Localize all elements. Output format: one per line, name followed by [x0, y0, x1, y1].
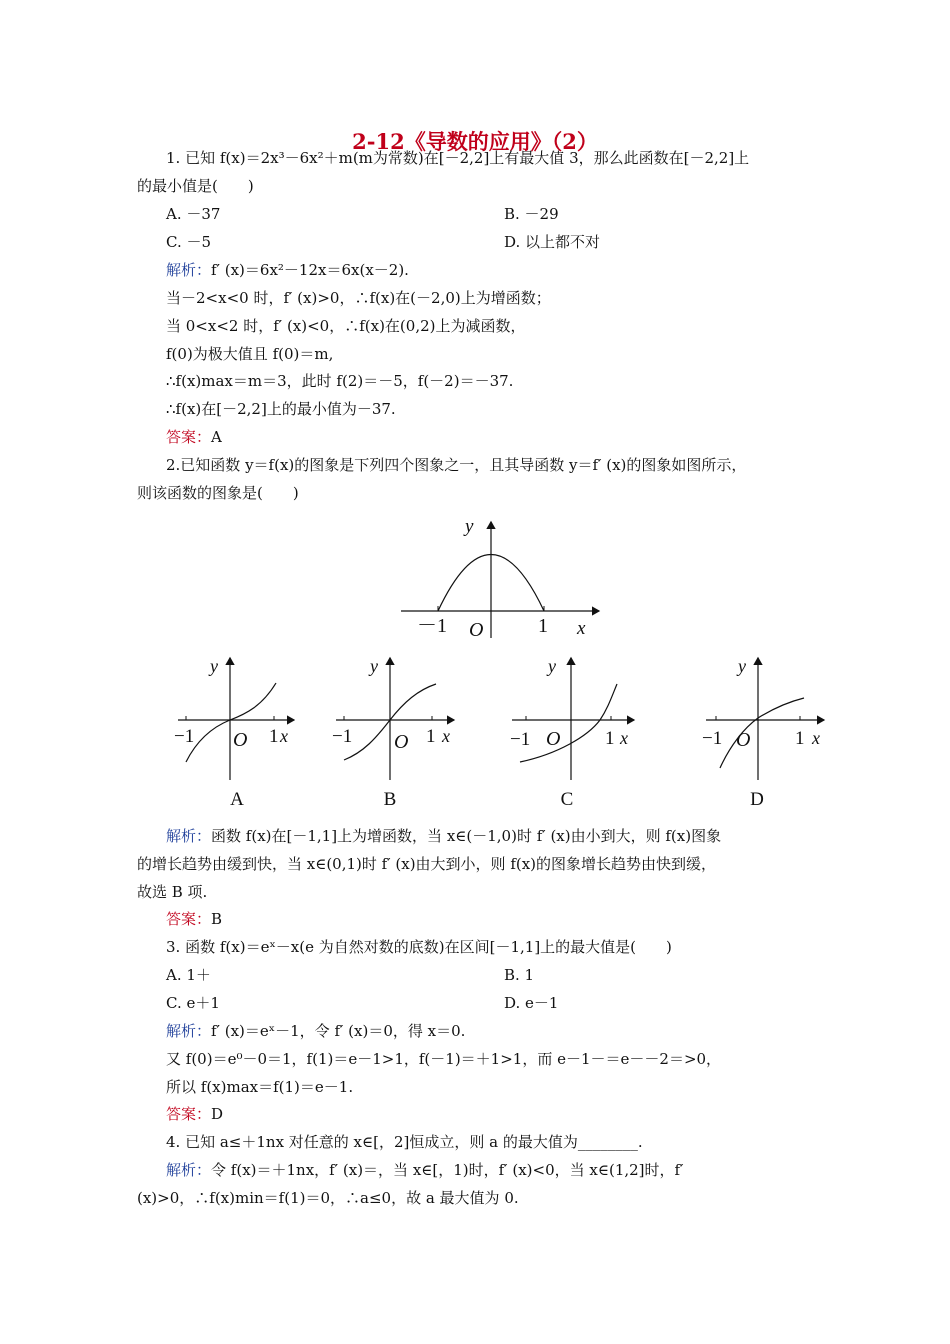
q1-option-d: D. 以上都不对: [504, 233, 601, 251]
svg-text:1: 1: [605, 728, 615, 749]
q1-analysis-text1: f′ (x)＝6x²－12x＝6x(x－2).: [211, 261, 409, 279]
svg-text:−1: −1: [174, 726, 195, 747]
origin-label: O: [469, 619, 484, 641]
q2-analysis-text1: 函数 f(x)在[－1,1]上为增函数，当 x∈(－1,0)时 f′ (x)由小到大，则 f(x)图象: [211, 827, 722, 845]
option-graph-a: [170, 650, 295, 780]
svg-text:−1: −1: [332, 726, 353, 747]
svg-text:x: x: [442, 726, 450, 746]
svg-text:y: y: [548, 656, 556, 676]
svg-text:−1: −1: [510, 729, 531, 750]
svg-text:x: x: [812, 728, 820, 748]
q3-answer-label: 答案：: [166, 1105, 212, 1123]
q1-option-b: B. －29: [504, 205, 559, 223]
svg-text:O: O: [394, 731, 409, 753]
q1-stem-line1: 1. 已知 f(x)＝2x³－6x²＋m(m为常数)在[－2,2]上有最大值 3，那么此函数在[－2,2]上: [166, 149, 750, 167]
svg-text:O: O: [736, 729, 751, 751]
q2-answer: B: [211, 910, 223, 928]
q3-answer-line: [166, 1104, 223, 1124]
q4-stem: 4. 已知 a≤＋1nx 对任意的 x∈[，2]恒成立，则 a 的最大值为________.: [166, 1133, 643, 1151]
q3-option-d: D. e－1: [504, 994, 559, 1012]
q3-option-c: C. e＋1: [166, 994, 220, 1012]
q2-answer-line: [166, 909, 222, 929]
svg-text:y: y: [370, 656, 378, 676]
svg-text:1: 1: [795, 728, 805, 749]
q3-analysis-line2: 又 f(0)＝e⁰－0＝1，f(1)＝e－1>1，f(－1)＝＋1>1，而 e－1－＝e－－2＝>0，: [166, 1050, 722, 1068]
q3-analysis-line1: [166, 1021, 465, 1041]
option-graph-d: [700, 650, 830, 780]
tick-label-1: 1: [538, 615, 548, 637]
curve-c: [520, 684, 617, 762]
svg-text:−1: −1: [702, 728, 723, 749]
q3-option-a: A. 1＋: [166, 966, 211, 984]
q3-analysis-line3: 所以 f(x)max＝f(1)＝e－1.: [166, 1078, 354, 1096]
derivative-graph: [395, 510, 610, 642]
option-label-a: A: [230, 789, 244, 810]
q4-analysis-line2: (x)>0，∴f(x)min＝f(1)＝0，∴a≤0，故 a 最大值为 0.: [137, 1189, 519, 1207]
svg-text:y: y: [738, 656, 746, 676]
q1-option-a: A. －37: [166, 205, 221, 223]
tick-label-neg1: －1: [417, 615, 447, 637]
q2-answer-label: 答案：: [166, 910, 212, 928]
q1-analysis-line2: 当－2<x<0 时，f′ (x)>0，∴f(x)在(－2,0)上为增函数；: [166, 289, 551, 307]
q1-analysis-line3: 当 0<x<2 时，f′ (x)<0，∴f(x)在(0,2)上为减函数，: [166, 317, 526, 335]
q4-analysis-label: 解析：: [166, 1161, 212, 1179]
q2-analysis-line3: 故选 B 项.: [137, 883, 208, 901]
q2-analysis-label: 解析：: [166, 827, 212, 845]
q2-stem-line2: 则该函数的图象是( ): [137, 484, 299, 502]
option-label-c: C: [560, 789, 574, 810]
q1-stem-line2: 的最小值是( ): [137, 177, 254, 195]
q2-stem-line1: 2.已知函数 y＝f(x)的图象是下列四个图象之一，且其导函数 y＝f′ (x)的图象如图所示，: [166, 456, 747, 474]
svg-text:x: x: [620, 728, 628, 748]
option-label-b: B: [383, 789, 397, 810]
x-axis-label: x: [577, 618, 586, 639]
option-label-d: D: [750, 789, 764, 810]
svg-text:x: x: [280, 726, 288, 746]
q1-answer-line: [166, 427, 222, 447]
q1-analysis-line6: ∴f(x)在[－2,2]上的最小值为－37.: [166, 400, 396, 418]
q3-option-b: B. 1: [504, 966, 535, 984]
q2-analysis-line2: 的增长趋势由缓到快，当 x∈(0,1)时 f′ (x)由大到小，则 f(x)的图象增长趋势由快到缓，: [137, 855, 717, 873]
svg-text:y: y: [210, 656, 218, 676]
option-graph-c: [508, 650, 638, 780]
q1-answer-label: 答案：: [166, 428, 212, 446]
q4-analysis-line1: [166, 1160, 683, 1180]
q1-option-c: C. －5: [166, 233, 212, 251]
svg-text:1: 1: [269, 726, 279, 747]
q3-stem: 3. 函数 f(x)＝eˣ－x(e 为自然对数的底数)在区间[－1,1]上的最大值是( ): [166, 938, 672, 956]
q2-analysis-line1: [166, 826, 721, 846]
q1-answer: A: [211, 428, 222, 446]
svg-text:O: O: [546, 728, 561, 750]
q1-analysis-line5: ∴f(x)max＝m＝3，此时 f(2)＝－5，f(－2)＝－37.: [166, 372, 514, 390]
y-axis-label: y: [465, 516, 474, 537]
page-title: 2-12《导数的应用》（2）: [352, 129, 598, 154]
q3-analysis-label: 解析：: [166, 1022, 212, 1040]
q1-analysis-line4: f(0)为极大值且 f(0)＝m,: [166, 345, 334, 363]
q4-analysis-text1: 令 f(x)＝＋1nx，f′ (x)＝，当 x∈[，1)时，f′ (x)<0，当 x∈(1,2]时，f′: [211, 1161, 684, 1179]
curve-d: [720, 698, 804, 768]
q1-analysis-line1: [166, 260, 409, 280]
svg-text:1: 1: [426, 726, 436, 747]
q3-answer: D: [211, 1105, 224, 1123]
q1-analysis-label: 解析：: [166, 261, 212, 279]
svg-text:O: O: [233, 729, 248, 751]
q3-analysis-text1: f′ (x)＝eˣ－1，令 f′ (x)＝0，得 x＝0.: [211, 1022, 466, 1040]
curve-a: [186, 683, 276, 762]
option-graph-b: [330, 650, 460, 780]
